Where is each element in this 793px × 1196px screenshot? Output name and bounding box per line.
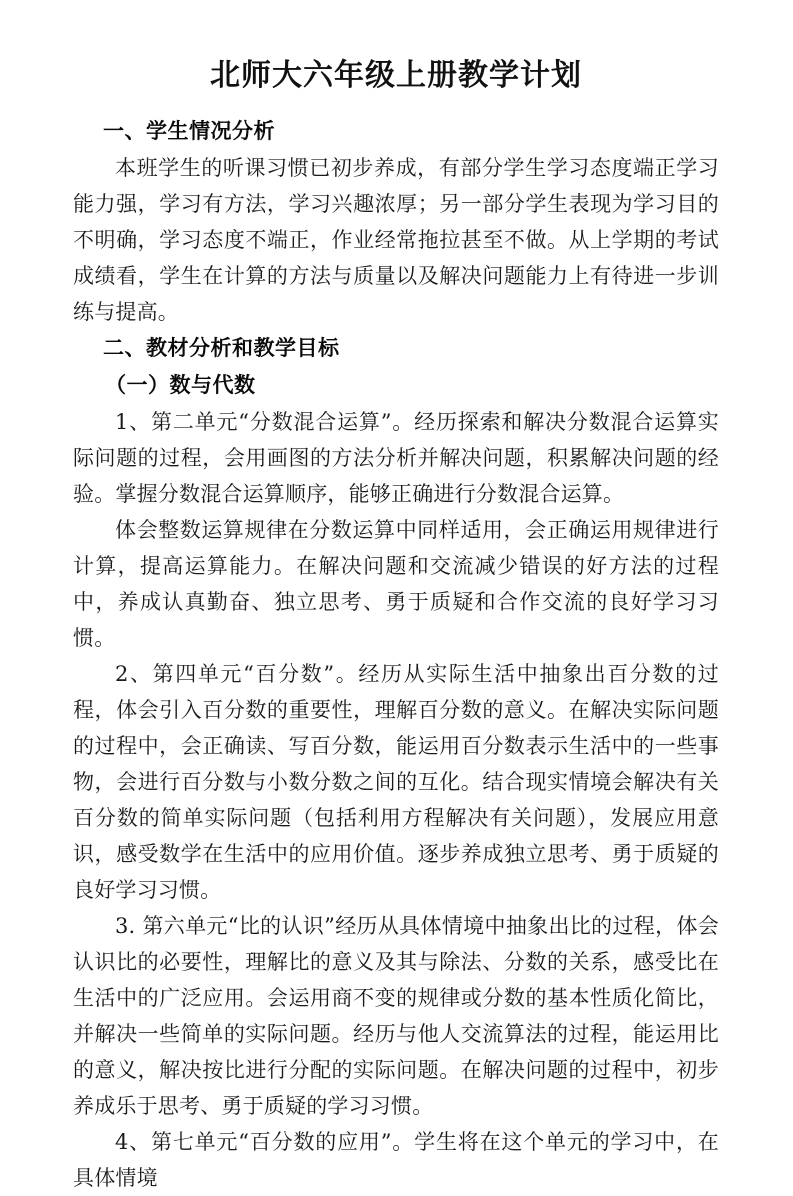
paragraph-unit-4-percentages: 2、第四单元“百分数”。经历从实际生活中抽象出百分数的过程，体会引入百分数的重要性，理解百分数的意义。在解决实际问题的过程中，会正确读、写百分数，能运用百分数表示生活中的一些事物，会进行百分数与小数分数之间的互化。结合现实情境会解决有关百分数的简单实际问题（包括利用方程解决有关问题），发展应用意识，感受数学在生活中的应用价值。逐步养成独立思考、勇于质疑的良好学习习惯。	[73, 662, 719, 902]
paragraph-student-analysis: 本班学生的听课习惯已初步养成，有部分学生学习态度端正学习能力强，学习有方法，学习兴趣浓厚；另一部分学生表现为学习目的不明确，学习态度不端正，作业经常拖拉甚至不做。从上学期的考试成绩看，学生在计算的方法与质量以及解决问题能力上有待进一步训练与提高。	[73, 156, 719, 324]
subsection-heading-numbers-algebra: （一）数与代数	[105, 373, 256, 397]
paragraph-unit-6-ratio: 3. 第六单元“比的认识”经历从具体情境中抽象出比的过程，体会认识比的必要性，理解比的意义及其与除法、分数的关系，感受比在生活中的广泛应用。会运用商不变的规律或分数的基本性质化简比，并解决一些简单的实际问题。经历与他人交流算法的过程，能运用比的意义，解决按比进行分配的实际问题。在解决问题的过程中，初步养成乐于思考、勇于质疑的学习习惯。	[73, 914, 719, 1118]
section-heading-material-analysis: 二、教材分析和教学目标	[103, 336, 340, 360]
page-title: 北师大六年级上册教学计划	[210, 58, 582, 93]
paragraph-unit-2-continued: 体会整数运算规律在分数运算中同样适用，会正确运用规律进行计算，提高运算能力。在解决问题和交流减少错误的好方法的过程中，养成认真勤奋、独立思考、勇于质疑和合作交流的良好学习习惯。	[73, 518, 719, 650]
paragraph-unit-2-fraction-mixed-operations: 1、第二单元“分数混合运算”。经历探索和解决分数混合运算实际问题的过程，会用画图的方法分析并解决问题，积累解决问题的经验。掌握分数混合运算顺序，能够正确进行分数混合运算。	[73, 410, 719, 506]
document-content	[73, 52, 719, 1190]
paragraph-unit-7-percentage-application: 4、第七单元“百分数的应用”。学生将在这个单元的学习中，在具体情境	[73, 1130, 719, 1190]
section-heading-student-analysis: 一、学生情况分析	[103, 119, 275, 143]
